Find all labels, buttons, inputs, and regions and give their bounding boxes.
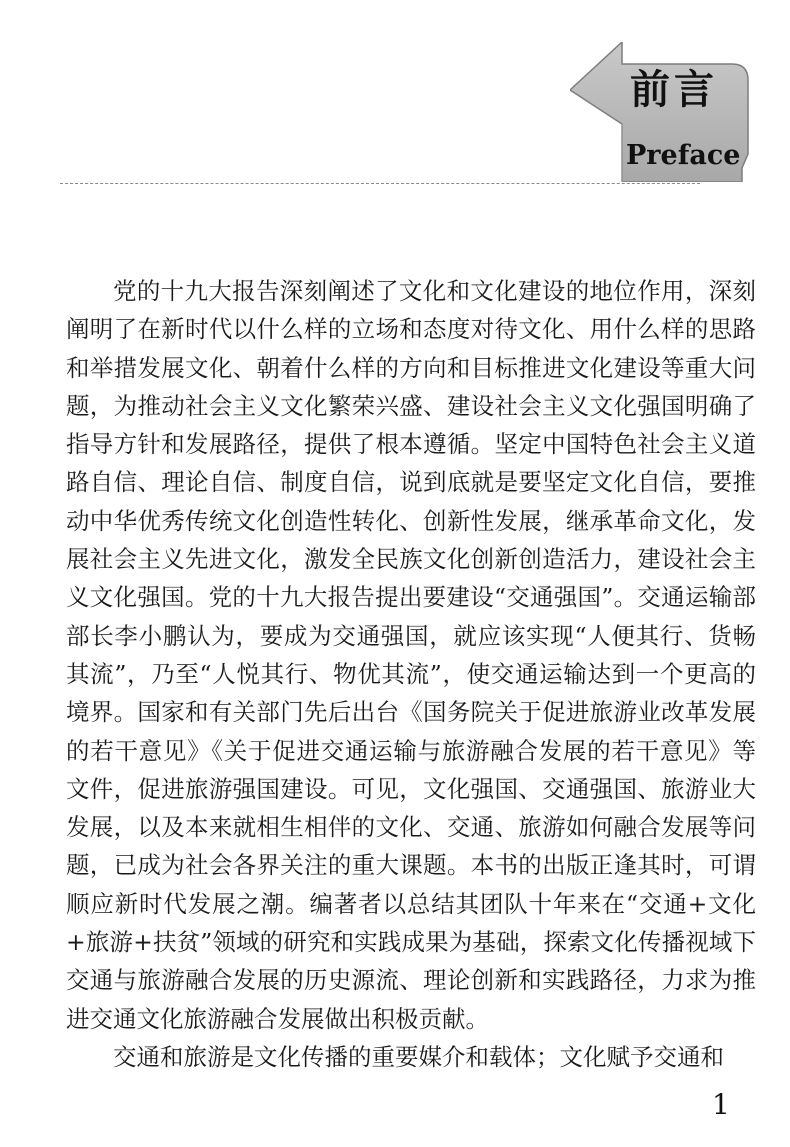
page-number: 1 bbox=[712, 1088, 730, 1121]
preface-header-badge bbox=[570, 42, 750, 182]
preface-title-chinese: 前言 bbox=[630, 67, 718, 113]
preface-title-english: Preface bbox=[626, 140, 741, 171]
preface-body bbox=[66, 272, 756, 1076]
header-divider bbox=[60, 183, 700, 184]
paragraph: 交通和旅游是文化传播的重要媒介和载体；文化赋予交通和 bbox=[113, 1042, 724, 1071]
paragraph: 党的十九大报告深刻阐述了文化和文化建设的地位作用，深刻阐明了在新时代以什么样的立场和态度对待文化、用什么样的思路和举措发展文化、朝着什么样的方向和目标推进文化建设等重大问题，为推动社会主义文化繁荣兴盛、建设社会主义文化强国明确了指导方针和发展路径，提供了根本遵循。坚定中国特色社会主义道路自信、理论自信、制度自信，说到底就是要坚定文化自信，要推动中华优秀传统文化创造性转化、创新性发展，继承革命文化，发展社会主义先进文化，激发全民族文化创新创造活力，建设社会主义文化强国。党的十九大报告提出要建设“交通强国”。交通运输部部长李小鹏认为，要成为交通强国，就应该实现“人便其行、货畅其流”，乃至“人悦其行、物优其流”，使交通运输达到一个更高的境界。国家和有关部门先后出台《国务院关于促进旅游业改革发展的若干意见》《关于促进交通运输与旅游融合发展的若干意见》等文件，促进旅游强国建设。可见，文化强国、交通强国、旅游业大发展，以及本来就相生相伴的文化、交通、旅游如何融合发展等问题，已成为社会各界关注的重大课题。本书的出版正逢其时，可谓顺应新时代发展之潮。编著者以总结其团队十年来在“交通+文化+旅游+扶贫”领域的研究和实践成果为基础，探索文化传播视域下交通与旅游融合发展的历史源流、理论创新和实践路径，力求为推进交通文化旅游融合发展做出积极贡献。 bbox=[66, 277, 756, 1033]
